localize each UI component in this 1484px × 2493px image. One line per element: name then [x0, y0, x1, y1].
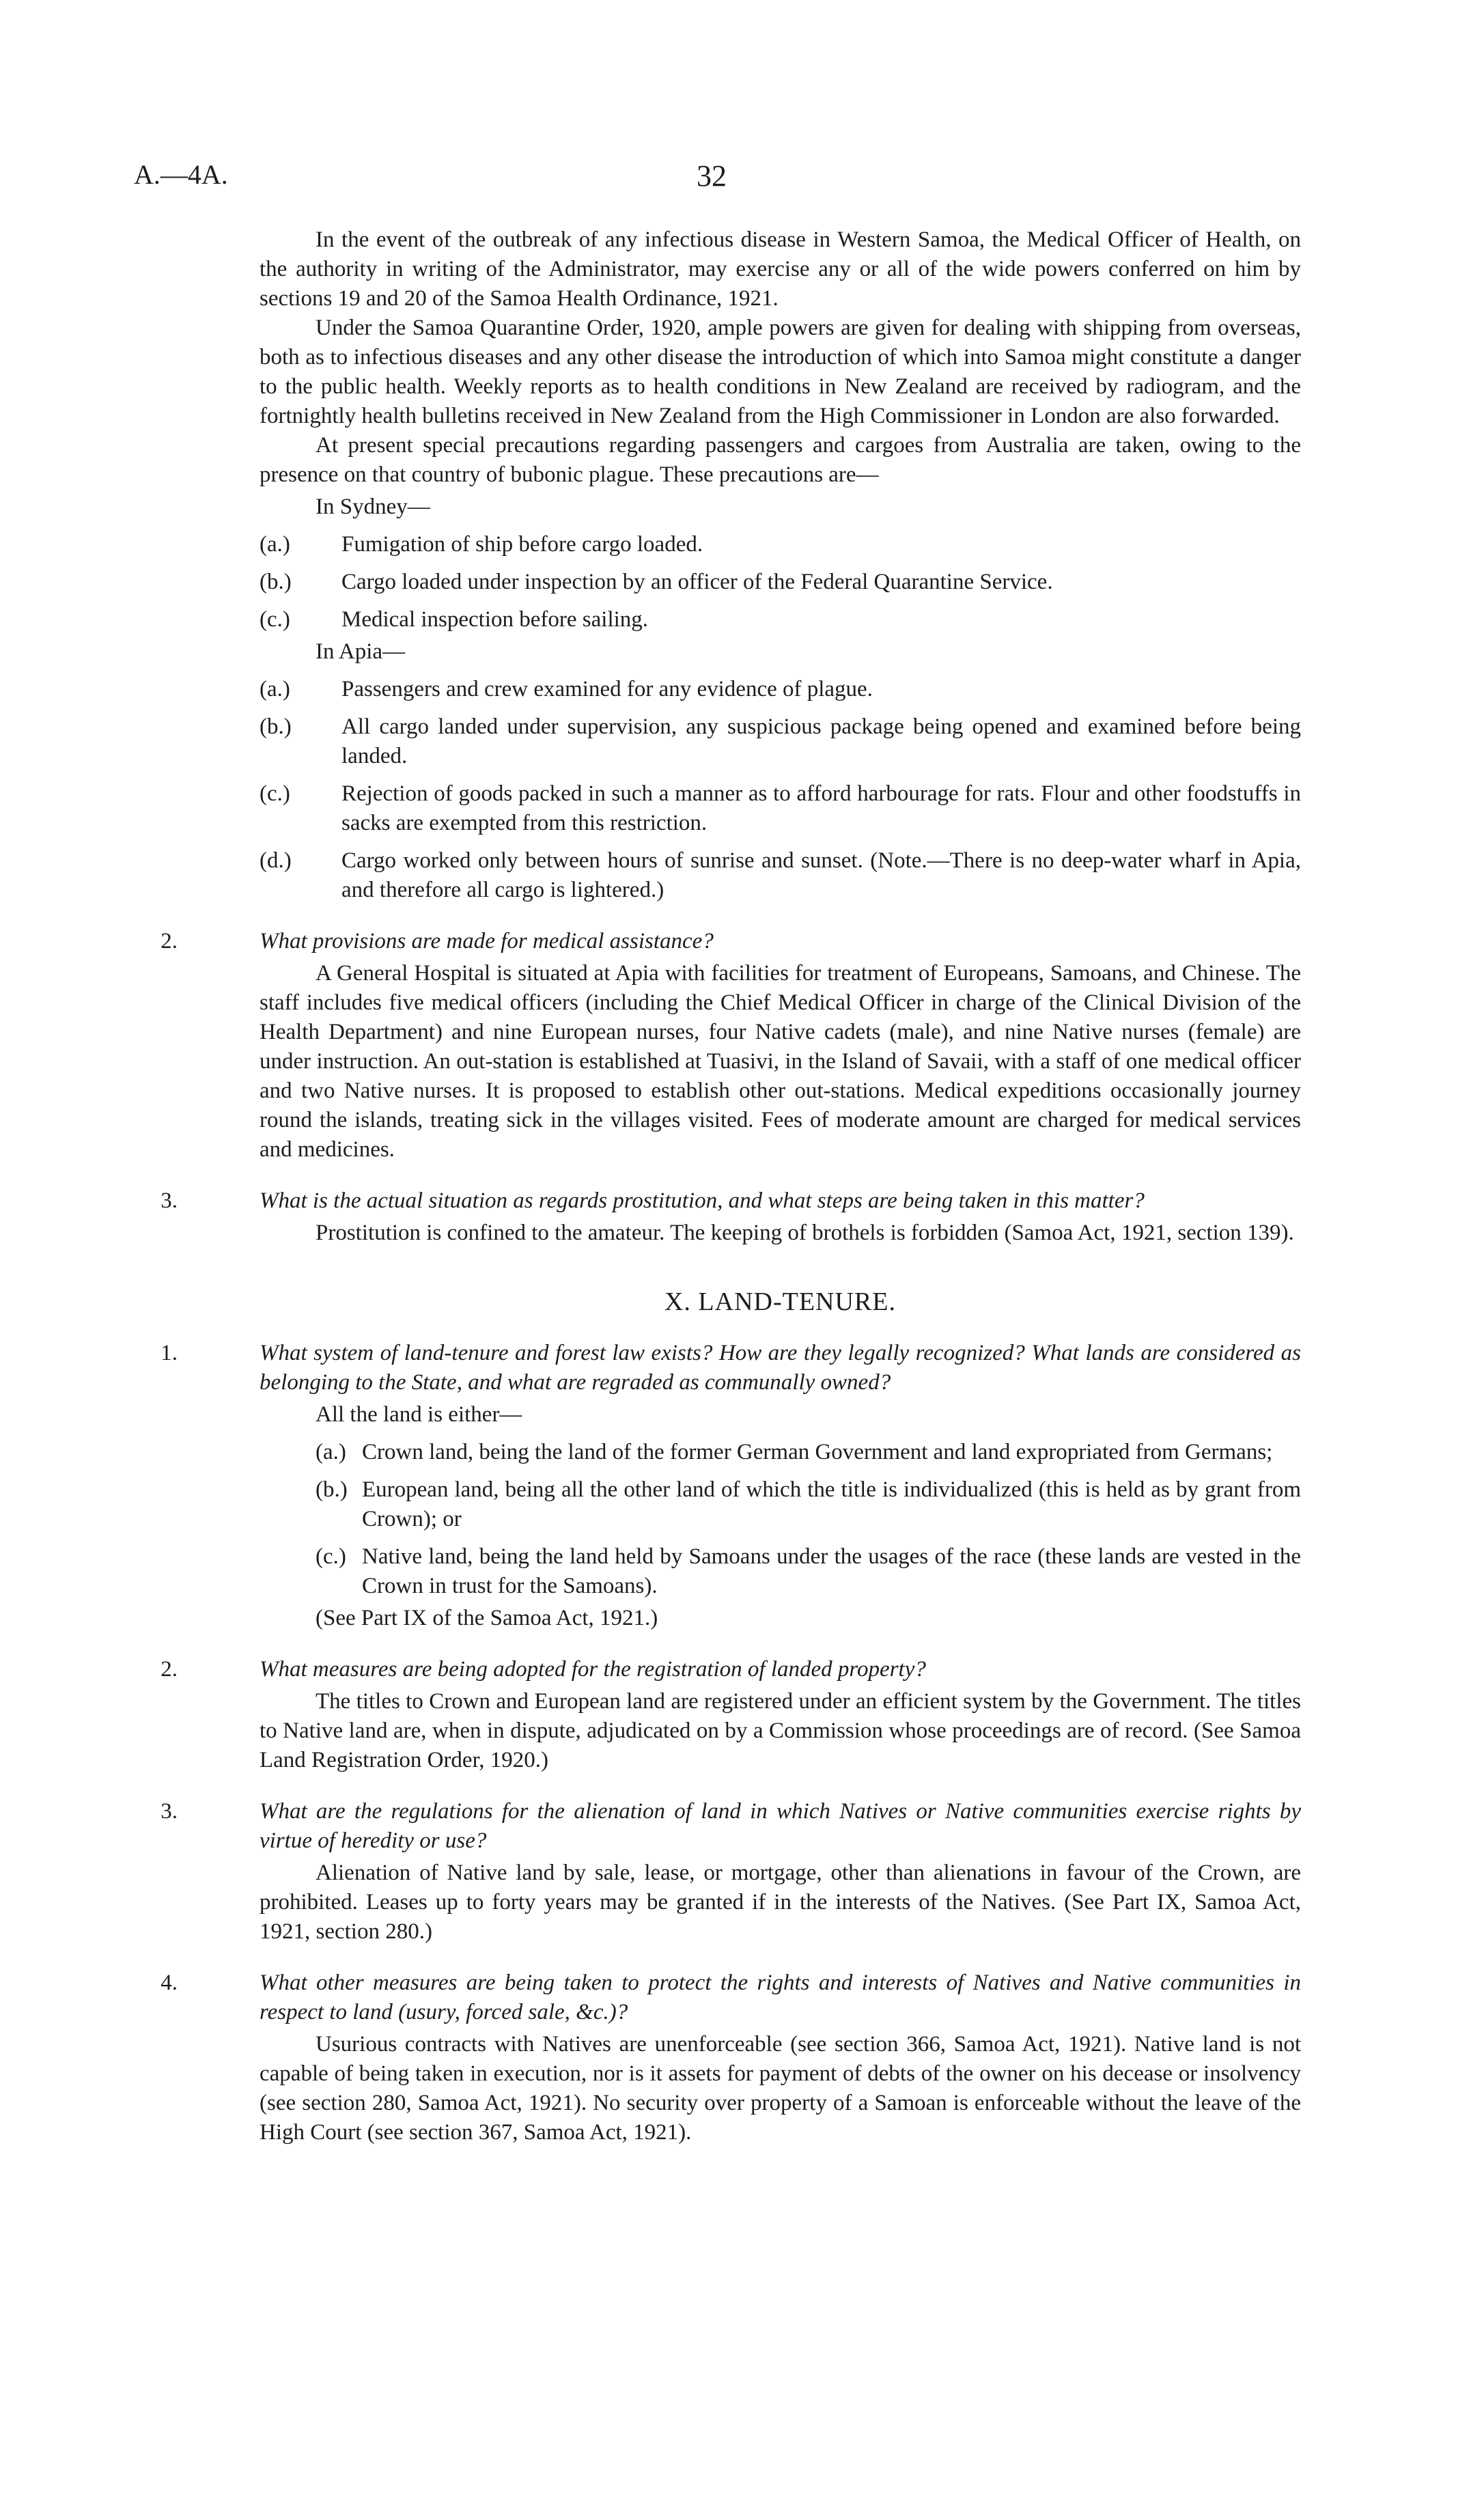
- list-item-label: (a.): [260, 532, 290, 557]
- question-text: What measures are being adopted for the registration of landed property?: [260, 1657, 926, 1682]
- list-item: [260, 605, 1301, 635]
- list-item-label: (b.): [260, 714, 292, 739]
- section-title: X. LAND-TENURE.: [664, 1287, 896, 1316]
- list-item-text: Crown land, being the land of the former German Government and land expropriated from Germans;: [362, 1440, 1273, 1464]
- list-item-text: Fumigation of ship before cargo loaded.: [341, 532, 703, 557]
- list-item-label: (a.): [260, 677, 290, 701]
- list-item: [260, 712, 1301, 771]
- list-item-text: Cargo loaded under inspection by an officer of the Federal Quarantine Service.: [341, 570, 1053, 594]
- label-in-apia: In Apia—: [316, 639, 406, 664]
- paragraph-precautions: At present special precautions regarding passengers and cargoes from Australia are taken, owing to the presence on that country of bubonic plague. These precautions are—: [260, 433, 1301, 487]
- list-item: [260, 1438, 1301, 1467]
- question-text: What other measures are being taken to protect the rights and interests of Natives and Native communities in respect to land (usury, forced sale, &c.)?: [260, 1970, 1301, 2024]
- page-number: 32: [697, 159, 727, 193]
- page-header: [0, 158, 1484, 199]
- list-item: [260, 675, 1301, 704]
- list-item-label: (b.): [260, 570, 292, 594]
- question-number: 2.: [160, 929, 178, 953]
- question-number: 4.: [160, 1970, 178, 1995]
- list-item-text: Cargo worked only between hours of sunrise and sunset. (Note.—There is no deep-water wharf in Apia, and therefore all cargo is lightered.): [341, 848, 1301, 902]
- question-native-protection: [160, 1968, 1301, 2027]
- question-number: 1.: [160, 1341, 178, 1365]
- list-item-text: Medical inspection before sailing.: [341, 607, 649, 632]
- label-in-sydney: In Sydney—: [316, 495, 430, 519]
- list-item-text: European land, being all the other land of which the title is individualized (this is held as by grant from Crown); or: [362, 1477, 1301, 1531]
- paragraph-quarantine-order: Under the Samoa Quarantine Order, 1920, ample powers are given for dealing with shipping from overseas, both as to infectious diseases and any other disease the introduction of which into Samoa might constitute a danger to the public health. Weekly reports as to health conditions in New Zealand are received by radiogram, and the fortnightly health bulletins received in New Zealand from the High Commissioner in London are also forwarded.: [260, 316, 1301, 428]
- question-text: What are the regulations for the alienation of land in which Natives or Native communities exercise rights by virtue of heredity or use?: [260, 1799, 1301, 1853]
- list-item-label: (a.): [316, 1440, 346, 1464]
- list-item-text: All cargo landed under supervision, any suspicious package being opened and examined before being landed.: [341, 714, 1301, 768]
- answer-land-reference: (See Part IX of the Samoa Act, 1921.): [316, 1606, 658, 1630]
- question-registration: [160, 1655, 1301, 1684]
- list-item: [260, 846, 1301, 905]
- answer-alienation: Alienation of Native land by sale, lease, or mortgage, other than alienations in favour of the Crown, are prohibited. Leases up to forty years may be granted if in the interests of the Natives. (See Part IX, Samoa Act, 1921, section 280.): [260, 1861, 1301, 1944]
- list-item: [260, 530, 1301, 559]
- list-item: [260, 1475, 1301, 1534]
- list-item-label: (c.): [260, 607, 290, 632]
- list-item-text: Rejection of goods packed in such a manner as to afford harbourage for rats. Flour and other foodstuffs in sacks are exempted from this restriction.: [341, 781, 1301, 835]
- list-item-label: (c.): [316, 1544, 346, 1569]
- question-number: 3.: [160, 1188, 178, 1213]
- question-number: 3.: [160, 1799, 178, 1824]
- list-item-label: (b.): [316, 1477, 348, 1502]
- answer-prostitution: Prostitution is confined to the amateur. The keeping of brothels is forbidden (Samoa Act, 1921, section 139).: [316, 1221, 1294, 1245]
- list-item: [260, 779, 1301, 838]
- question-text: What system of land-tenure and forest law exists? How are they legally recognized? What lands are considered as belonging to the State, and what are regraded as communally owned?: [260, 1341, 1301, 1395]
- paragraph-infectious-disease: In the event of the outbreak of any infectious disease in Western Samoa, the Medical Officer of Health, on the authority in writing of the Administrator, may exercise any or all of the wide powers conferred on him by sections 19 and 20 of the Samoa Health Ordinance, 1921.: [260, 227, 1301, 311]
- question-prostitution: [160, 1186, 1301, 1216]
- question-number: 2.: [160, 1657, 178, 1682]
- list-item-label: (d.): [260, 848, 292, 873]
- question-medical-assistance: [160, 927, 1301, 956]
- question-land-tenure: [160, 1339, 1301, 1397]
- answer-land-lead: All the land is either—: [316, 1402, 522, 1427]
- question-text: What is the actual situation as regards prostitution, and what steps are being taken in this matter?: [260, 1188, 1145, 1213]
- document-reference: A.—4A.: [134, 159, 228, 190]
- question-text: What provisions are made for medical assistance?: [260, 929, 714, 953]
- page-body: [160, 225, 1301, 2147]
- answer-registration: The titles to Crown and European land are registered under an efficient system by the Government. The titles to Native land are, when in dispute, adjudicated on by a Commission whose proceedings are of record. (See Samoa Land Registration Order, 1920.): [260, 1689, 1301, 1772]
- list-item-label: (c.): [260, 781, 290, 806]
- list-item-text: Native land, being the land held by Samoans under the usages of the race (these lands are vested in the Crown in trust for the Samoans).: [362, 1544, 1301, 1598]
- question-alienation: [160, 1797, 1301, 1856]
- answer-medical-assistance: A General Hospital is situated at Apia with facilities for treatment of Europeans, Samoans, and Chinese. The staff includes five medical officers (including the Chief Medical Officer in charge of the Clinical Division of the Health Department) and nine European nurses, four Native cadets (male), and nine Native nurses (female) are under instruction. An out-station is established at Tuasivi, in the Island of Savaii, with a staff of one medical officer and two Native nurses. It is proposed to establish other out-stations. Medical expeditions occasionally journey round the islands, treating sick in the villages visited. Fees of moderate amount are charged for medical services and medicines.: [260, 961, 1301, 1162]
- answer-native-protection: Usurious contracts with Natives are unenforceable (see section 366, Samoa Act, 1921). Native land is not capable of being taken in execution, nor is it assets for payment of debts of the owner on his decease or insolvency (see section 280, Samoa Act, 1921). No security over property of a Samoan is enforceable without the leave of the High Court (see section 367, Samoa Act, 1921).: [260, 2032, 1301, 2145]
- list-item: [260, 568, 1301, 597]
- list-item: [260, 1542, 1301, 1601]
- list-item-text: Passengers and crew examined for any evidence of plague.: [341, 677, 873, 701]
